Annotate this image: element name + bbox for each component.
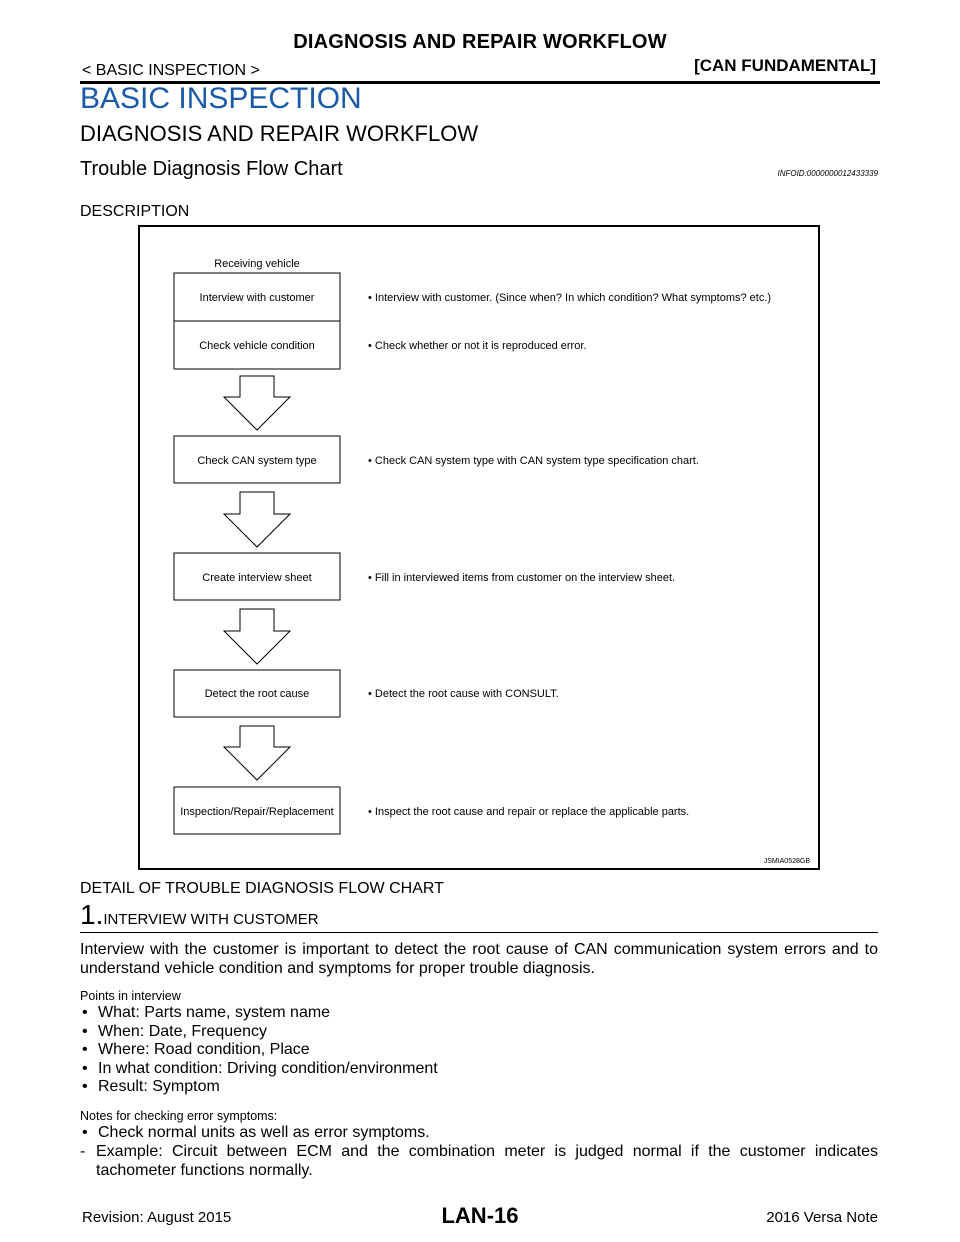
notes-example bbox=[80, 1142, 878, 1180]
subsection-title: DIAGNOSIS AND REPAIR WORKFLOW bbox=[80, 121, 479, 146]
list-item bbox=[80, 1004, 438, 1023]
flow-note-text: • Inspect the root cause and repair or replace the applicable parts. bbox=[368, 806, 690, 818]
points-list bbox=[80, 1004, 438, 1097]
flowchart-svg bbox=[140, 227, 822, 872]
notes-bullet bbox=[80, 1124, 430, 1142]
step-number: 1. bbox=[80, 899, 104, 930]
dash-marker: - bbox=[80, 1143, 86, 1160]
flow-box-text: Detect the root cause bbox=[204, 688, 310, 700]
notes-heading: Notes for checking error symptoms: bbox=[80, 1109, 278, 1123]
list-item bbox=[80, 1041, 438, 1060]
notes-example-line1: Example: Circuit between ECM and the combination meter is judged normal if the customer indicates bbox=[96, 1143, 878, 1160]
flow-note-text: • Check CAN system type with CAN system type specification chart. bbox=[368, 455, 699, 467]
header-breadcrumb: < BASIC INSPECTION > bbox=[82, 62, 260, 79]
flow-box-text: Inspection/Repair/Replacement bbox=[180, 806, 334, 818]
flow-arrow-icon bbox=[224, 726, 290, 780]
info-id: INFOID:0000000012433339 bbox=[777, 169, 878, 178]
topic-title: Trouble Diagnosis Flow Chart bbox=[80, 158, 343, 180]
figure-code: JSMIA0528GB bbox=[763, 858, 810, 865]
flow-arrow-icon bbox=[224, 609, 290, 664]
flow-box-text: Check CAN system type bbox=[197, 455, 317, 467]
flow-box-text: Interview with customer bbox=[199, 292, 315, 304]
list-item-text: Where: Road condition, Place bbox=[98, 1041, 310, 1058]
flow-start-label: Receiving vehicle bbox=[214, 258, 300, 270]
footer-revision: Revision: August 2015 bbox=[82, 1209, 232, 1226]
header-category: [CAN FUNDAMENTAL] bbox=[694, 56, 876, 75]
list-item bbox=[80, 1060, 438, 1079]
points-heading: Points in interview bbox=[80, 989, 181, 1003]
list-item bbox=[80, 1078, 438, 1097]
notes-example-line2: tachometer functions normally. bbox=[96, 1162, 313, 1179]
flow-arrow-icon bbox=[224, 376, 290, 430]
notes-bullet-text: Check normal units as well as error symptoms. bbox=[98, 1124, 430, 1141]
list-item-text: When: Date, Frequency bbox=[98, 1022, 267, 1040]
flow-box-text: Create interview sheet bbox=[202, 572, 312, 584]
header-title: DIAGNOSIS AND REPAIR WORKFLOW bbox=[293, 31, 667, 53]
list-item-text: What: Parts name, system name bbox=[98, 1004, 331, 1021]
section-title: BASIC INSPECTION bbox=[80, 82, 362, 115]
description-label: DESCRIPTION bbox=[80, 203, 190, 220]
step-heading bbox=[80, 899, 319, 931]
step-label: INTERVIEW WITH CUSTOMER bbox=[103, 911, 319, 928]
list-item bbox=[80, 1023, 438, 1042]
flow-note-text: • Fill in interviewed items from customer on the interview sheet. bbox=[368, 572, 676, 584]
flow-box-text: Check vehicle condition bbox=[199, 340, 315, 352]
flowchart-figure bbox=[138, 225, 820, 870]
detail-title: DETAIL OF TROUBLE DIAGNOSIS FLOW CHART bbox=[80, 880, 444, 897]
list-item-text: In what condition: Driving condition/environment bbox=[98, 1059, 438, 1077]
list-item-text: Result: Symptom bbox=[98, 1078, 220, 1095]
step-paragraph: Interview with the customer is important to detect the root cause of CAN communication system errors and to understand vehicle condition and symptoms for proper trouble diagnosis. bbox=[80, 941, 878, 977]
flow-arrow-icon bbox=[224, 492, 290, 547]
footer-model: 2016 Versa Note bbox=[766, 1209, 878, 1226]
flow-note-text: • Detect the root cause with CONSULT. bbox=[368, 688, 559, 700]
footer-page-number: LAN-16 bbox=[441, 1203, 519, 1228]
flow-note-text: • Interview with customer. (Since when? In which condition? What symptoms? etc.) bbox=[368, 292, 772, 304]
step-rule bbox=[80, 932, 878, 933]
flow-note-text: • Check whether or not it is reproduced error. bbox=[368, 340, 587, 352]
